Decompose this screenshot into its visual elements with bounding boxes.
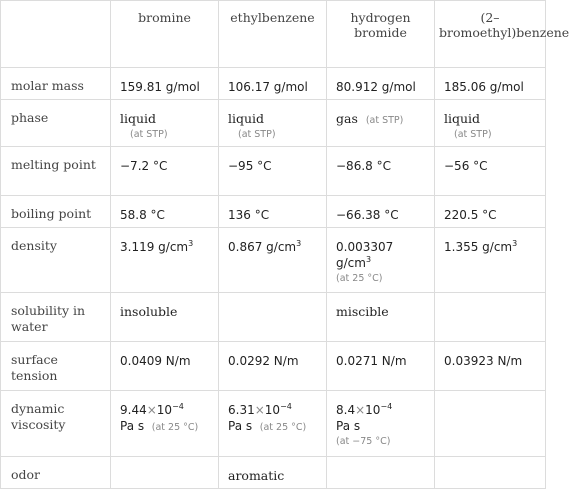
table-row-molar-mass xyxy=(1,68,546,100)
table-row-odor xyxy=(1,457,546,489)
viscosity-ethylbenzene xyxy=(219,391,327,457)
row-label-surface-tension: surface tension xyxy=(1,342,111,391)
molar-mass-ethylbenzene: 106.17 g/mol xyxy=(219,68,327,100)
solubility-bromine: insoluble xyxy=(111,293,219,342)
viscosity-unit: Pa s xyxy=(120,419,145,433)
melting-point-bromoethylbenzene: −56 °C xyxy=(435,147,546,196)
phase-value: gas xyxy=(336,111,358,126)
melting-point-bromine: −7.2 °C xyxy=(111,147,219,196)
viscosity-exponent: −4 xyxy=(280,402,292,411)
header-ethylbenzene: ethylbenzene xyxy=(219,1,327,68)
viscosity-mantissa: 8.4 xyxy=(336,403,356,417)
density-exponent: 3 xyxy=(296,239,302,248)
surface-tension-ethylbenzene: 0.0292 N/m xyxy=(219,342,327,391)
table-row-dynamic-viscosity xyxy=(1,391,546,457)
viscosity-exponent: −4 xyxy=(172,402,184,411)
density-hydrogen-bromide xyxy=(327,228,435,293)
molar-mass-bromine: 159.81 g/mol xyxy=(111,68,219,100)
table-row-surface-tension xyxy=(1,342,546,391)
viscosity-mantissa: 9.44 xyxy=(120,403,147,417)
density-bromine xyxy=(111,228,219,293)
odor-bromoethylbenzene xyxy=(435,457,546,489)
times-sign: × xyxy=(254,403,265,417)
density-exponent: 3 xyxy=(188,239,194,248)
melting-point-hydrogen-bromide: −86.8 °C xyxy=(327,147,435,196)
density-value: 0.867 g/cm xyxy=(228,240,297,254)
molar-mass-hydrogen-bromide: 80.912 g/mol xyxy=(327,68,435,100)
phase-note: (at STP) xyxy=(130,129,168,140)
boiling-point-ethylbenzene: 136 °C xyxy=(219,196,327,228)
row-label-odor: odor xyxy=(1,457,111,489)
header-bromine: bromine xyxy=(111,1,219,68)
viscosity-unit: Pa s xyxy=(336,419,361,433)
boiling-point-bromine: 58.8 °C xyxy=(111,196,219,228)
phase-bromine xyxy=(111,100,219,147)
viscosity-bromine xyxy=(111,391,219,457)
row-label-density: density xyxy=(1,228,111,293)
density-exponent: 3 xyxy=(512,239,518,248)
viscosity-base: 10 xyxy=(156,403,173,417)
header-corner-cell xyxy=(1,1,111,68)
phase-note: (at STP) xyxy=(238,129,276,140)
odor-hydrogen-bromide xyxy=(327,457,435,489)
phase-bromoethylbenzene xyxy=(435,100,546,147)
row-label-phase: phase xyxy=(1,100,111,147)
times-sign: × xyxy=(146,403,157,417)
phase-ethylbenzene xyxy=(219,100,327,147)
viscosity-note: (at −75 °C) xyxy=(336,436,391,447)
phase-hydrogen-bromide xyxy=(327,100,435,147)
density-note: (at 25 °C) xyxy=(336,273,383,284)
viscosity-note: (at 25 °C) xyxy=(259,422,307,433)
table-row-melting-point xyxy=(1,147,546,196)
density-unit: g/cm xyxy=(336,256,366,270)
header-hydrogen-bromide: hydrogen bromide xyxy=(327,1,435,68)
solubility-ethylbenzene xyxy=(219,293,327,342)
viscosity-hydrogen-bromide xyxy=(327,391,435,457)
viscosity-base: 10 xyxy=(264,403,281,417)
viscosity-note: (at 25 °C) xyxy=(151,422,199,433)
solubility-hydrogen-bromide: miscible xyxy=(327,293,435,342)
melting-point-ethylbenzene: −95 °C xyxy=(219,147,327,196)
row-label-boiling-point: boiling point xyxy=(1,196,111,228)
table-row-boiling-point xyxy=(1,196,546,228)
density-value: 1.355 g/cm xyxy=(444,240,513,254)
header-bromoethylbenzene: (2–bromoethyl)benzene xyxy=(435,1,546,68)
table-row-phase xyxy=(1,100,546,147)
row-label-dynamic-viscosity: dynamic viscosity xyxy=(1,391,111,457)
surface-tension-hydrogen-bromide: 0.0271 N/m xyxy=(327,342,435,391)
solubility-bromoethylbenzene xyxy=(435,293,546,342)
phase-note: (at STP) xyxy=(365,115,404,126)
density-value: 3.119 g/cm xyxy=(120,240,189,254)
density-ethylbenzene xyxy=(219,228,327,293)
phase-note: (at STP) xyxy=(454,129,492,140)
phase-value: liquid xyxy=(228,111,265,126)
phase-value: liquid xyxy=(444,111,481,126)
surface-tension-bromoethylbenzene: 0.03923 N/m xyxy=(435,342,546,391)
density-bromoethylbenzene xyxy=(435,228,546,293)
row-label-melting-point: melting point xyxy=(1,147,111,196)
table-row-density xyxy=(1,228,546,293)
odor-bromine xyxy=(111,457,219,489)
density-exponent: 3 xyxy=(365,255,372,264)
phase-value: liquid xyxy=(120,111,157,126)
surface-tension-bromine: 0.0409 N/m xyxy=(111,342,219,391)
odor-ethylbenzene: aromatic xyxy=(219,457,327,489)
table-row-solubility xyxy=(1,293,546,342)
row-label-solubility: solubility in water xyxy=(1,293,111,342)
viscosity-bromoethylbenzene xyxy=(435,391,546,457)
boiling-point-hydrogen-bromide: −66.38 °C xyxy=(327,196,435,228)
density-value: 0.003307 xyxy=(336,240,394,254)
molar-mass-bromoethylbenzene: 185.06 g/mol xyxy=(435,68,546,100)
times-sign: × xyxy=(355,403,366,417)
viscosity-mantissa: 6.31 xyxy=(228,403,255,417)
viscosity-unit: Pa s xyxy=(228,419,253,433)
boiling-point-bromoethylbenzene: 220.5 °C xyxy=(435,196,546,228)
header-row xyxy=(1,1,546,68)
row-label-molar-mass: molar mass xyxy=(1,68,111,100)
viscosity-exponent: −4 xyxy=(380,402,393,411)
viscosity-base: 10 xyxy=(365,403,381,417)
